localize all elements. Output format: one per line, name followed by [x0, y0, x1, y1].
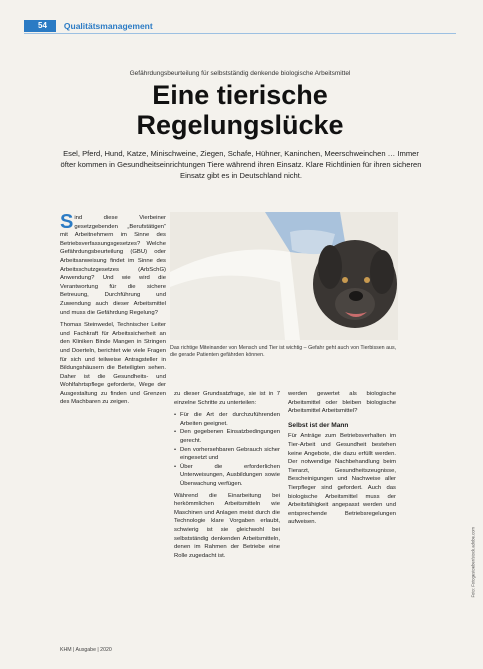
- paragraph: Thomas Steinwedel, Technischer Leiter und Fachkraft für Arbeitssicherheit an den Kliniken Binde Mangen in Stringen und Doerteln, berichtet wie viele Fragen für sich und teilweise Antragsteller in Bildungshäusern die Beteiligten sehen. Daher ist die Gesundheits- und Wohlfahrtspflege geforderte, Wege der Ausgestaltung zu finden und Grenzen des Machbaren zu zeigen.: [60, 322, 166, 406]
- article-photo: [170, 212, 398, 340]
- header-divider: [24, 33, 456, 34]
- article-lead: Esel, Pferd, Hund, Katze, Minischweine, Ziegen, Schafe, Hühner, Kaninchen, Meerschweinchen … Immer öfter kommen in Gesundheitseinrichtungen Tiere während ihren Einsatz. Klare Richtlinien für ihren sicheren Einsatz gibt es in Deutschland nicht.: [60, 149, 422, 180]
- list-item: • Den vorhersehbaren Gebrauch sicher eingesetzt und: [174, 446, 280, 463]
- bullet-list: [174, 411, 280, 488]
- page-footer: KHM | Ausgabe | 2020: [60, 647, 112, 653]
- subheading: Selbst ist der Mann: [288, 421, 349, 429]
- photo-credit: Foto: Fotogestoeber/stock.adobe.com: [470, 526, 476, 598]
- paragraph: Sind diese Vierbeiner gesetzgebenden „Berufstätigen“ mit Arbeitnehmern im Sinne des Betriebsverfassungsgesetzes? Welche Gefährdungsbeurteilung (GBU) oder Arbeitsanweisung findet im Sinne des Arbeitsschutzgesetzes (ArbSchG) Anwendung? Und wie wird die Verantwortung für die sichere Betreuung, Durchführung und Zuwendung auch dieser Arbeitsmittel und muss die Gefährdung Regelung?: [60, 211, 166, 316]
- dog-photo-illustration: [170, 212, 398, 340]
- list-item: • Für die Art der durchzuführenden Arbeiten geeignet.: [174, 411, 280, 428]
- photo-caption: Das richtige Miteinander von Mensch und Tier ist wichtig – Gefahr geht auch von Tierbissen aus, die gerade Patienten gefährden können.: [170, 345, 397, 358]
- paragraph: werden gewertet als biologische Arbeitsmittel oder bleiben biologische Arbeitsmittel Arbeitsmittel?: [288, 391, 396, 415]
- article-title: [40, 80, 440, 140]
- paragraph: Für Anträge zum Betriebsverhalten im Tier-Arbeit und Gesundheit bestehen keine Angebote, die dazu erfüllt werden. Der notwendige Nachbehandlung beim Tierarzt, Gesundheitszeugnisse, Bescheinigungen und Nachweise aller Tierpfleger sind gefordert. Auch das biologische Arbeitsmittel muss der Arbeitsfähigkeit angepasst werden und entsprechende Betriebsregelungen aufweisen.: [288, 433, 396, 526]
- title-line-1: Eine tierische: [152, 80, 328, 110]
- list-item: • Über die erforderlichen Unterweisungen, Ausbildungen sowie Überwachung verfügen.: [174, 463, 280, 489]
- paragraph: Während die Einarbeitung bei herkömmlichen Arbeitsmitteln wie Maschinen und Anlagen meist durch die Technologie klare Vorgaben erlaubt, schwierig ist sie gleichwohl bei selbstständig denkenden Arbeitsmitteln, denen im Rahmen der Betriebe eine Rolle zugedacht ist.: [174, 492, 280, 559]
- list-item: • Den gegebenen Einsatzbedingungen gerecht.: [174, 428, 280, 445]
- section-title: Qualitätsmanagement: [63, 21, 153, 31]
- drop-cap: S: [60, 211, 74, 233]
- text-column-2: [174, 390, 280, 564]
- title-line-2: Regelungslücke: [136, 110, 344, 140]
- paragraph: zu dieser Grundsatzfrage, sie ist in 7 einzelne Schritte zu unterteilen:: [174, 391, 280, 406]
- page-number: 54: [24, 20, 56, 32]
- text-column-1: [60, 211, 166, 411]
- article-kicker: Gefährdungsbeurteilung für selbstständig denkende biologische Arbeitsmittel: [129, 70, 351, 77]
- text-column-3: [288, 390, 396, 531]
- page-header: [24, 18, 153, 34]
